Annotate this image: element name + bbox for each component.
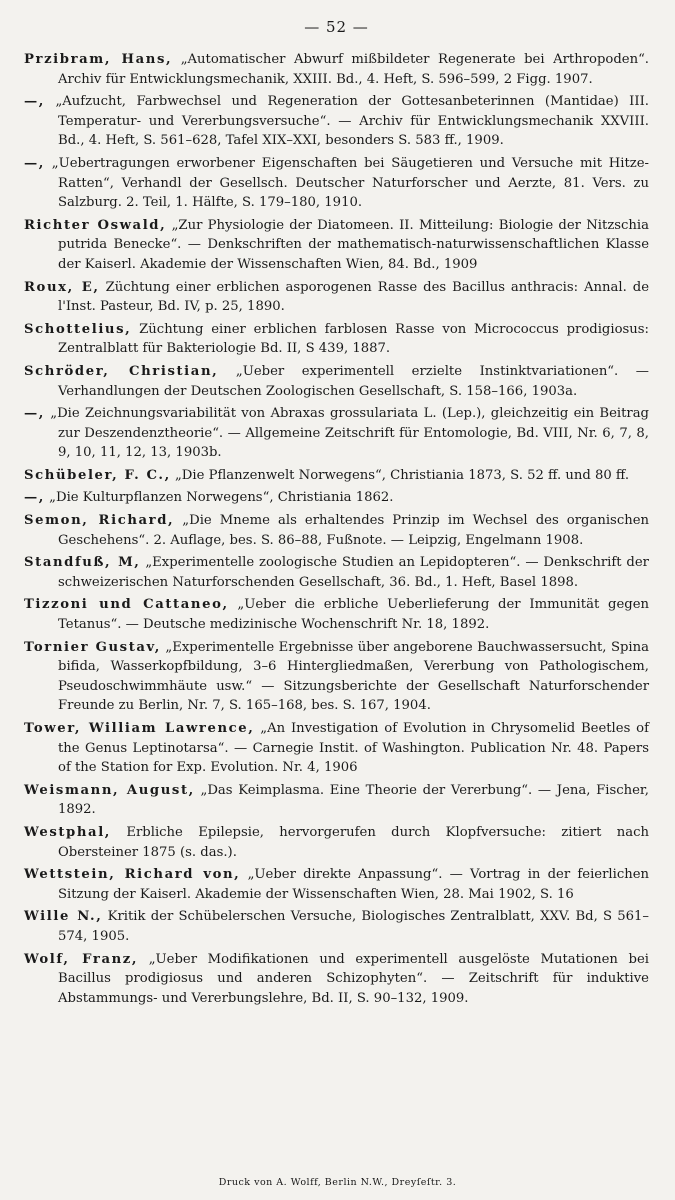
entry-text: „Experimentelle zoologische Studien an Lepidopteren“. — Denkschrift der schweizerischen Naturforschenden Gesellschaft, 36. Bd., 1. Heft, Basel 1898. (58, 555, 649, 590)
entry-author: —, (24, 155, 45, 171)
entry-author: Standfuß, M, (24, 555, 141, 571)
bibliography-entry (24, 823, 649, 862)
bibliography-entry (24, 154, 649, 213)
bibliography-entry (24, 216, 649, 275)
bibliography-entry (24, 553, 649, 592)
entry-text: „Ueber direkte Anpassung“. — Vortrag in der feierlichen Sitzung der Kaiserl. Akademie der Wissenschaften Wien, 28. Mai 1902, S. 16 (58, 867, 650, 902)
entry-text: „Experimentelle Ergebnisse über angeborene Bauchwassersucht, Spina bifida, Wasserkopfbildung, 3–6 Hintergliedmaßen, Vererbung von Pathologischem, Pseudoschwimmhäute usw.“ — Sitzungsberichte der Gesellschaft Naturforschender Freunde zu Berlin, Nr. 7, S. 165–168, bes. S. 167, 1904. (58, 639, 649, 714)
bibliography-entry (24, 638, 649, 716)
bibliography-entry (24, 362, 649, 401)
bibliography-entry (24, 92, 649, 151)
entry-text: „Die Zeichnungsvariabilität von Abraxas grossulariata L. (Lep.), gleichzeitig ein Beitrag zur Deszendenztheorie“. — Allgemeine Zeitschrift für Entomologie, Bd. VIII, Nr. 6, 7, 8, 9, 10, 11, 12, 13, 1903b. (44, 406, 649, 461)
entry-author: Wolf, Franz, (24, 951, 139, 967)
entry-author: —, (24, 490, 45, 506)
entry-text: Züchtung einer erblichen farblosen Rasse von Micrococcus prodigiosus: Zentralblatt für Bakteriologie Bd. II, S 439, 1887. (58, 321, 649, 357)
entry-text: „Ueber Modifikationen und experimentell ausgelöste Mutationen bei Bacillus prodigiosus und anderen Schizophyten“. — Zeitschrift für induktive Abstammungs- und Vererbungslehre, Bd. II, S. 90–132, 1909. (58, 951, 649, 1006)
bibliography-list (24, 50, 649, 1008)
entry-author: —, (24, 94, 45, 110)
bibliography-entry (24, 278, 649, 317)
entry-text: „Uebertragungen erworbener Eigenschaften bei Säugetieren und Versuche mit Hitze-Ratten“, Verhandl der Gesellsch. Deutscher Naturforscher und Aerzte, 81. Vers. zu Salzburg. 2. Teil, 1. Hälfte, S. 179–180, 1910. (44, 155, 649, 211)
entry-text: „Ueber die erbliche Ueberlieferung der Immunität gegen Tetanus“. — Deutsche medizinische Wochenschrift Nr. 18, 1892. (58, 597, 649, 633)
entry-text: „An Investigation of Evolution in Chrysomelid Beetles of the Genus Leptinotarsa“. — Carnegie Instit. of Washington. Publication Nr. 48. Papers of the Station for Exp. Evolution. Nr. 4, 1906 (58, 721, 649, 776)
entry-author: Richter Oswald, (24, 217, 167, 233)
entry-author: Schottelius, (24, 321, 132, 337)
entry-author: Przibram, Hans, (24, 52, 173, 67)
bibliography-entry (24, 595, 649, 634)
bibliography-entry (24, 488, 649, 508)
entry-author: Schröder, Christian, (24, 363, 219, 379)
bibliography-entry (24, 950, 649, 1009)
entry-text: „Zur Physiologie der Diatomeen. II. Mitteilung: Biologie der Nitzschia putrida Benecke“. — Denkschriften der mathematisch-naturwissenschaftlichen Klasse der Kaiserl. Akademie der Wissenschaften Wien, 84. Bd., 1909 (58, 217, 649, 272)
entry-text: Erbliche Epilepsie, hervorgerufen durch Klopfversuche: zitiert nach Obersteiner 1875 (s. das.). (58, 824, 649, 860)
entry-author: Tornier Gustav, (24, 639, 161, 655)
entry-text: „Automatischer Abwurf mißbildeter Regenerate bei Arthropoden“. Archiv für Entwicklungsmechanik, XXIII. Bd., 4. Heft, S. 596–599, 2 Figg. 1907. (58, 52, 649, 87)
bibliography-entry (24, 50, 649, 89)
entry-text: „Die Kulturpflanzen Norwegens“, Christiania 1862. (44, 490, 394, 506)
page-number: — 52 — (304, 18, 369, 36)
entry-author: Tower, William Lawrence, (24, 721, 255, 736)
entry-author: Wettstein, Richard von, (24, 867, 241, 883)
bibliography-entry (24, 781, 649, 820)
entry-text: „Das Keimplasma. Eine Theorie der Vererbung“. — Jena, Fischer, 1892. (58, 782, 649, 818)
entry-text: Kritik der Schübelerschen Versuche, Biologisches Zentralblatt, XXV. Bd, S 561–574, 1905. (58, 909, 649, 944)
printer-imprint: Druck von A. Wolff, Berlin N.W., Dreyſeſtr. 3. (218, 1177, 457, 1188)
entry-text: „Die Pflanzenwelt Norwegens“, Christiania 1873, S. 52 ff. und 80 ff. (170, 467, 630, 483)
entry-text: „Ueber experimentell erzielte Instinktvariationen“. — Verhandlungen der Deutschen Zoologischen Gesellschaft, S. 158–166, 1903a. (58, 363, 649, 399)
entry-text: „Die Mneme als erhaltendes Prinzip im Wechsel des organischen Geschehens“. 2. Auflage, bes. S. 86–88, Fußnote. — Leipzig, Engelmann 1908. (58, 513, 649, 548)
bibliography-entry (24, 320, 649, 359)
entry-author: Westphal, (24, 824, 111, 840)
entry-text: „Aufzucht, Farbwechsel und Regeneration der Gottesanbeterinnen (Mantidae) III. Temperatur- und Vererbungsversuche“. — Archiv für Entwicklungsmechanik XXVIII. Bd., 4. Heft, S. 561–628, Tafel XIX–XXI, besonders S. 583 ff., 1909. (44, 94, 649, 149)
bibliography-entry (24, 466, 649, 486)
bibliography-entry (24, 511, 649, 550)
bibliography-entry (24, 907, 649, 946)
entry-author: Weismann, August, (24, 782, 195, 798)
entry-text: Züchtung einer erblichen asporogenen Rasse des Bacillus anthracis: Annal. de l'Inst. Pasteur, Bd. IV, p. 25, 1890. (58, 279, 649, 315)
entry-author: Wille N., (24, 909, 103, 925)
bibliography-entry (24, 719, 649, 778)
bibliography-entry (24, 865, 649, 904)
entry-author: Roux, E, (24, 279, 100, 295)
bibliography-entry (24, 404, 649, 463)
entry-author: Schübeler, F. C., (24, 467, 171, 483)
entry-author: Semon, Richard, (24, 513, 175, 529)
entry-author: —, (24, 406, 45, 422)
entry-author: Tizzoni und Cattaneo, (24, 597, 229, 613)
